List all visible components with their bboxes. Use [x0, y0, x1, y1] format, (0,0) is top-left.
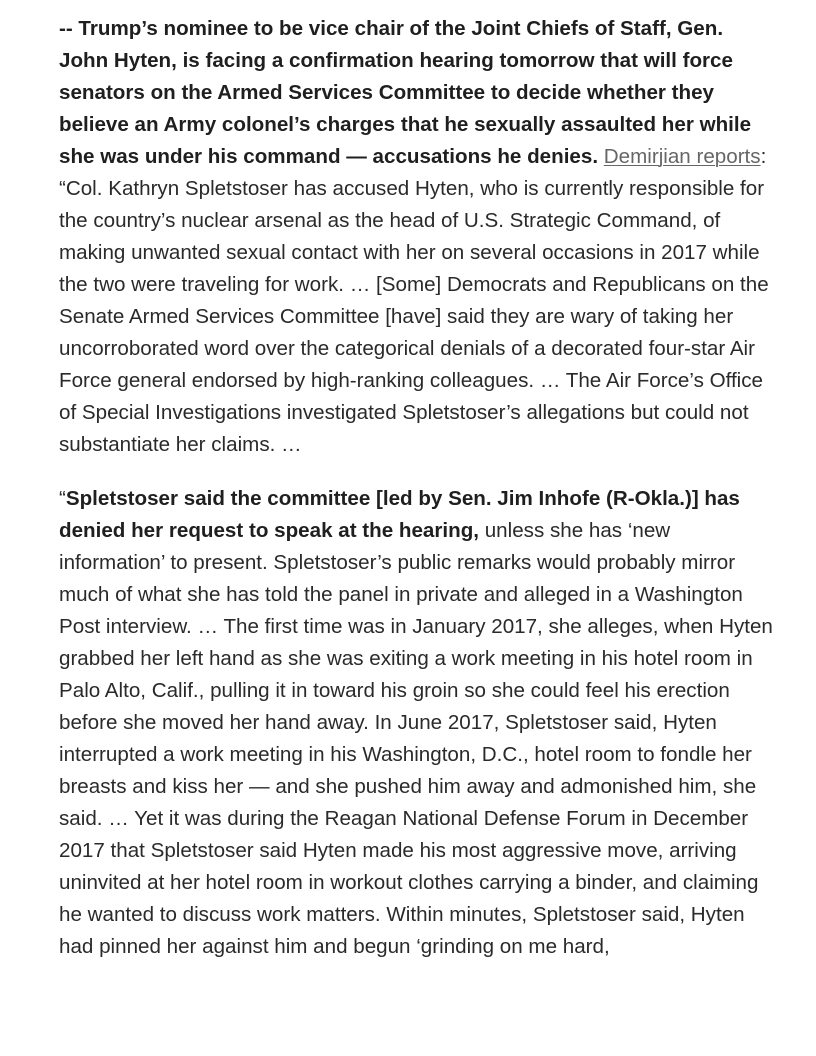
paragraph-spletstoser-quote — [59, 483, 776, 963]
demirjian-reports-link[interactable]: Demirjian reports — [603, 145, 761, 168]
open-quote-mark: “ — [59, 487, 66, 510]
paragraph-bold-lead: -- Trump’s nominee to be vice chair of the Joint Chiefs of Staff, Gen. John Hyten, is facing a confirmation hearing tomorrow that will force senators on the Armed Services Committee to decide whether they believe an Army colonel’s charges that he sexually assaulted her while she was under his command — accusations he denies. — [59, 17, 752, 168]
paragraph-hyten-nomination — [59, 13, 776, 461]
paragraph-bold-lead: Spletstoser said the committee [led by Sen. Jim Inhofe (R-Okla.)] has denied her request to speak at the hearing, — [59, 487, 740, 542]
paragraph-body-text: : “Col. Kathryn Spletstoser has accused Hyten, who is currently responsible for the country’s nuclear arsenal as the head of U.S. Strategic Command, of making unwanted sexual contact with her on several occasions in 2017 while the two were traveling for work. … [Some] Democrats and Republicans on the Senate Armed Services Committee [have] said they are wary of taking her uncorroborated word over the categorical denials of a decorated four-star Air Force general endorsed by high-ranking colleagues. … The Air Force’s Office of Special Investigations investigated Spletstoser’s allegations but could not substantiate her claims. … — [59, 145, 769, 456]
paragraph-body-text: unless she has ‘new information’ to present. Spletstoser’s public remarks would probably mirror much of what she has told the panel in private and alleged in a Washington Post interview. … The first time was in January 2017, she alleges, when Hyten grabbed her left hand as she was exiting a work meeting in his hotel room in Palo Alto, Calif., pulling it in toward his groin so she could feel his erection before she moved her hand away. In June 2017, Spletstoser said, Hyten interrupted a work meeting in his Washington, D.C., hotel room to fondle her breasts and kiss her — and she pushed him away and admonished him, she said. … Yet it was during the Reagan National Defense Forum in December 2017 that Spletstoser said Hyten made his most aggressive move, arriving uninvited at her hotel room in workout clothes carrying a binder, and claiming he wanted to discuss work matters. Within minutes, Spletstoser said, Hyten had pinned her against him and begun ‘grinding on me hard, — [59, 519, 773, 958]
